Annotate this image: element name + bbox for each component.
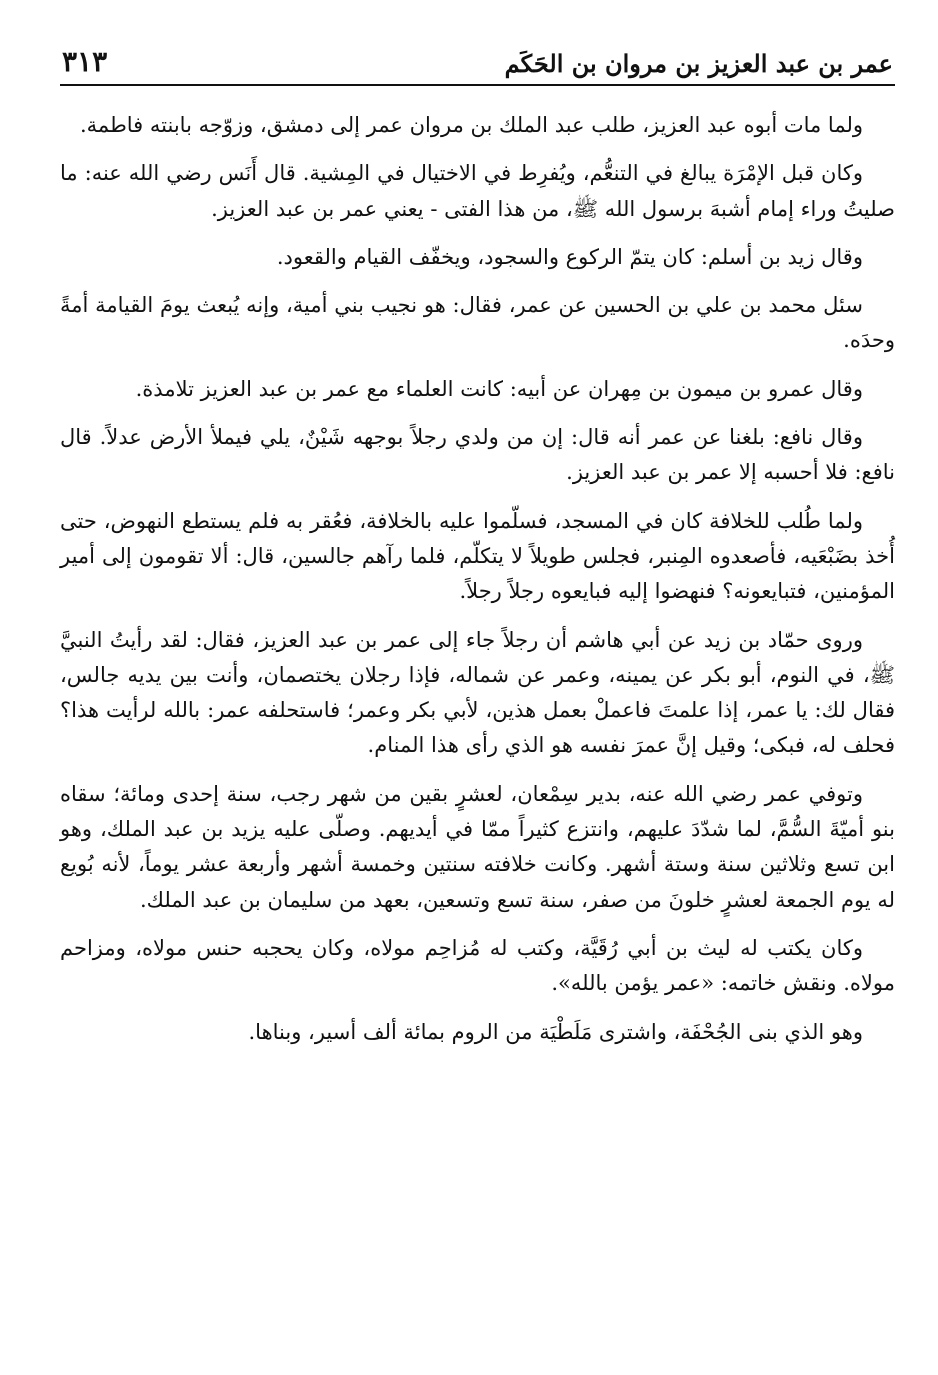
- paragraph: وروى حمّاد بن زيد عن أبي هاشم أن رجلاً جاء إلى عمر بن عبد العزيز، فقال: لقد رأيتُ النبيَّ ﷺ، في النوم، أبو بكر عن يمينه، وعمر عن شماله، فإذا رجلان يختصمان، وأنت بين يديه جالس، فقال لك: يا عمر، إذا علمتَ فاعملْ بعمل هذين، لأبي بكر وعمر؛ فاستحلفه عمر: بالله لرأيت هذا؟ فحلف له، فبكى؛ وقيل إنَّ عمرَ نفسه هو الذي رأى هذا المنام.: [60, 627, 895, 758]
- paragraph: ولما مات أبوه عبد العزيز، طلب عبد الملك بن مروان عمر إلى دمشق، وزوّجه بابنته فاطمة.: [80, 113, 863, 137]
- paragraph: وقال زيد بن أسلم: كان يتمّ الركوع والسجود، ويخفّف القيام والقعود.: [276, 244, 863, 269]
- running-title: عمر بن عبد العزيز بن مروان بن الحَكَم: [504, 49, 893, 78]
- page-header: [60, 28, 895, 86]
- paragraph: وهو الذي بنى الجُحْفَة، واشترى مَلَطْيَة من الروم بمائة ألف أسير، وبناها.: [248, 1019, 863, 1044]
- paragraph: وقال نافع: بلغنا عن عمر أنه قال: إن من ولدي رجلاً بوجهه شَيْنٌ، يلي فيملأ الأرض عدلاً. قال نافع: فلا أحسبه إلا عمر بن عبد العزيز.: [60, 425, 895, 485]
- page-body: [60, 108, 895, 1050]
- paragraph: وتوفي عمر رضي الله عنه، بدير سِمْعان، لعشرٍ بقين من شهر رجب، سنة إحدى ومائة؛ سقاه بنو أميّةَ السُّمَّ، لما شدّدَ عليهم، وانتزع كثيراً ممّا في أيديهم. وصلّى عليه يزيد بن عبد الملك، وهو ابن تسع وثلاثين سنة وستة أشهر. وكانت خلافته سنتين وخمسة أشهر وأربعة عشر يوماً، لأنه بُويع له يوم الجمعة لعشرٍ خلونَ من صفر، سنة تسع وتسعين، بعهد من سليمان بن عبد الملك.: [60, 781, 895, 912]
- paragraph: وكان قبل الإمْرَة يبالغ في التنعُّم، ويُفرِط في الاختيال في المِشية. قال أَنَس رضي الله عنه: ما صليتُ وراء إمام أشبهَ برسول الله ﷺ، من هذا الفتى - يعني عمر بن عبد العزيز.: [60, 161, 895, 221]
- paragraph: ولما طُلب للخلافة كان في المسجد، فسلّموا عليه بالخلافة، فعُقر به فلم يستطع النهوض، حتى أُخذ بضَبْعَيه، فأصعدوه المِنبر، فجلس طويلاً لا يتكلّم، فلما رآهم جالسين، قال: ألا تقومون إلى أمير المؤمنين، فتبايعونه؟ فنهضوا إليه فبايعوه رجلاً رجلاً.: [60, 508, 895, 604]
- paragraph: وقال عمرو بن ميمون بن مِهران عن أبيه: كانت العلماء مع عمر بن عبد العزيز تلامذة.: [135, 376, 863, 401]
- page-number: ٣١٣: [62, 45, 108, 78]
- paragraph: وكان يكتب له ليث بن أبي رُقَيَّة، وكتب له مُزاحِم مولاه، وكان يحجبه حنس مولاه، ومزاحم مولاه. ونقش خاتمه: «عمر يؤمن بالله».: [60, 935, 895, 996]
- paragraph: سئل محمد بن علي بن الحسين عن عمر، فقال: هو نجيب بني أمية، وإنه يُبعث يومَ القيامة أمةً وحدَه.: [60, 293, 895, 353]
- book-page: [60, 28, 895, 1063]
